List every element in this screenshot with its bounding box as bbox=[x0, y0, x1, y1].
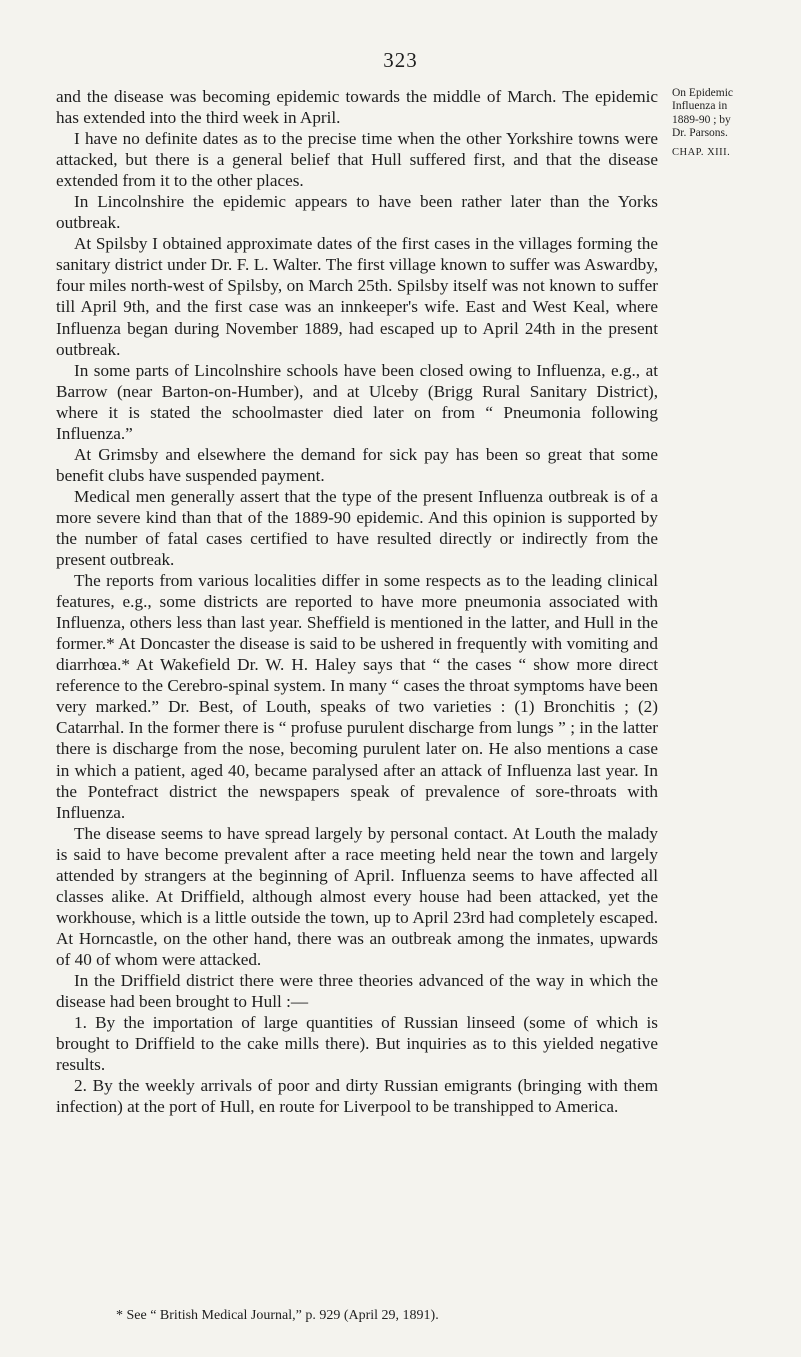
margin-note-line: On Epidemic bbox=[672, 87, 733, 99]
paragraph: I have no definite dates as to the precise time when the other Yorkshire towns were attacked, but there is a general belief that Hull suffered first, and that the disease extended from it to the other places. bbox=[56, 129, 658, 191]
margin-note-line: Influenza in bbox=[672, 100, 728, 113]
paragraph: Medical men generally assert that the type of the present Influenza outbreak is of a more severe kind than that of the 1889-90 epidemic. And this opinion is supported by the number of fatal cases certified to have resulted directly or indirectly from the present outbreak. bbox=[56, 486, 658, 570]
footnote: * See “ British Medical Journal,” p. 929 (April 29, 1891). bbox=[116, 1308, 439, 1323]
paragraph: At Grimsby and elsewhere the demand for sick pay has been so great that some benefit clubs have suspended payment. bbox=[56, 444, 658, 485]
margin-note-line: 1889-90 ; by bbox=[672, 113, 731, 126]
paragraph: and the disease was becoming epidemic towards the middle of March. The epidemic has extended into the third week in April. bbox=[56, 87, 658, 128]
paragraph: The disease seems to have spread largely by personal contact. At Louth the malady is said to have become prevalent after a race meeting held near the town and largely attended by strangers at the beginning of April. Influenza seems to have affected all classes alike. At Driffield, although almost every house had been attacked, yet the workhouse, which is a little outside the town, up to April 23rd had completely escaped. At Horncastle, on the other hand, there was an outbreak among the inmates, upwards of 40 of whom were attacked. bbox=[56, 823, 658, 969]
paragraph: The reports from various localities differ in some respects as to the leading clinical features, e.g., some districts are reported to have more pneumonia associated with Influenza, others less than last year. Sheffield is mentioned in the latter, and Hull in the former.* At Doncaster the disease is said to be ushered in frequently with vomiting and diarrhœa.* At Wakefield Dr. W. H. Haley says that “ the cases “ show more direct reference to the Cerebro-spinal system. In many “ cases the throat symptoms have been very marked.” Dr. Best, of Louth, speaks of two varieties : (1) Bronchitis ; (2) Catarrhal. In the former there is “ profuse purulent discharge from lungs ” ; in the latter there is discharge from the nose, becoming purulent later on. He also mentions a case in which a patient, aged 40, became paralysed after an attack of Influenza last year. In the Pontefract district the newspapers speak of prevalence of sore-throats with Influenza. bbox=[56, 571, 658, 822]
paragraph: 1. By the importation of large quantities of Russian linseed (some of which is brought to Driffield to the cake mills there). But inquiries as to this yielded negative results. bbox=[56, 1013, 658, 1075]
paragraph: In Lincolnshire the epidemic appears to have been rather later than the Yorks outbreak. bbox=[56, 192, 658, 233]
paragraph: In the Driffield district there were three theories advanced of the way in which the disease had been brought to Hull :— bbox=[56, 970, 658, 1012]
page-number: 323 bbox=[383, 48, 418, 72]
paragraph: 2. By the weekly arrivals of poor and dirty Russian emigrants (bringing with them infection) at the port of Hull, en route for Liverpool to be transhipped to America. bbox=[56, 1076, 658, 1117]
body-text bbox=[56, 86, 658, 1117]
chapter-label: CHAP. XIII. bbox=[672, 147, 731, 159]
paragraph: At Spilsby I obtained approximate dates of the first cases in the villages forming the sanitary district under Dr. F. L. Walter. The first village known to suffer was Aswardby, four miles north-west of Spilsby, on March 25th. Spilsby itself was not known to suffer till April 9th, and the first case was an innkeeper's wife. East and West Keal, where Influenza began during November 1889, had escaped up to April 24th in the present outbreak. bbox=[56, 234, 658, 359]
paragraph: In some parts of Lincolnshire schools have been closed owing to Influenza, e.g., at Barrow (near Barton-on-Humber), and at Ulceby (Brigg Rural Sanitary District), where it is stated the schoolmaster died later on from “ Pneumonia following Influenza.” bbox=[56, 360, 658, 443]
margin-note bbox=[672, 87, 790, 159]
margin-note-line: Dr. Parsons. bbox=[672, 126, 728, 139]
